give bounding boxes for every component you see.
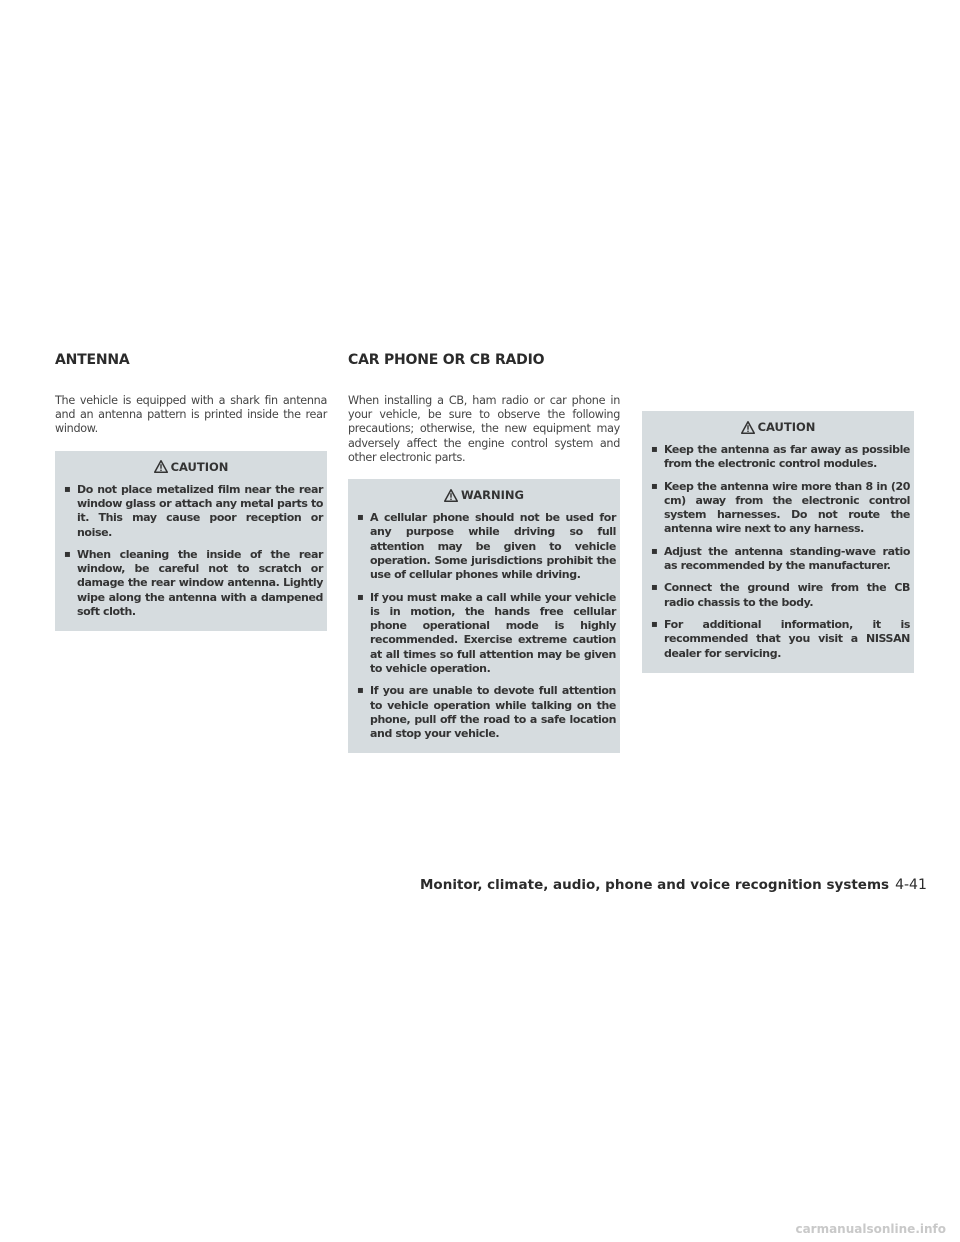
- caution-item: ▪ Do not place metalized film near the rear window glass or attach any metal parts to it. This may cause poor reception or noise.: [59, 483, 323, 540]
- footer-section-title: Monitor, climate, audio, phone and voice recognition systems: [420, 877, 890, 893]
- watermark: carmanualsonline.info: [795, 1222, 946, 1236]
- antenna-heading: ANTENNA: [55, 352, 130, 368]
- caution-item: ▪ For additional information, it is recommended that you visit a NISSAN dealer for servicing.: [646, 618, 910, 661]
- antenna-section: [55, 352, 327, 631]
- car-phone-caution-list: [646, 443, 910, 661]
- antenna-intro: The vehicle is equipped with a shark fin antenna and an antenna pattern is printed inside the rear window.: [55, 394, 327, 436]
- warning-title-label: WARNING: [461, 488, 524, 503]
- page-footer: [420, 877, 927, 893]
- warning-item: ▪ A cellular phone should not be used for any purpose while driving so full attention may be given to vehicle operation. Some jurisdictions prohibit the use of cellular phones while driving.: [352, 511, 616, 582]
- car-phone-caution-column: [642, 407, 914, 673]
- car-phone-warning-list: [352, 511, 616, 741]
- warning-triangle-icon: [154, 460, 168, 473]
- warning-item: ▪ If you must make a call while your vehicle is in motion, the hands free cellular phone operational mode is highly recommended. Exercise extreme caution at all times so full attention may be given to vehicle operation.: [352, 591, 616, 677]
- car-phone-intro: When installing a CB, ham radio or car phone in your vehicle, be sure to observe the following precautions; otherwise, the new equipment may adversely affect the engine control system and other electronic parts.: [348, 394, 620, 464]
- caution-item: ▪ Connect the ground wire from the CB radio chassis to the body.: [646, 581, 910, 610]
- caution-item: ▪ Keep the antenna wire more than 8 in (20 cm) away from the electronic control system harnesses. Do not route the antenna wire next to any harness.: [646, 480, 910, 537]
- antenna-caution-list: [59, 483, 323, 620]
- caution-title: [646, 417, 910, 443]
- page-number: 4-41: [895, 877, 927, 893]
- caution-item: ▪ Adjust the antenna standing-wave ratio as recommended by the manufacturer.: [646, 545, 910, 574]
- caution-title: [59, 457, 323, 483]
- warning-item: ▪ If you are unable to devote full attention to vehicle operation while talking on the phone, pull off the road to a safe location and stop your vehicle.: [352, 684, 616, 741]
- caution-title-label: CAUTION: [170, 459, 229, 474]
- car-phone-warning-box: [348, 479, 620, 753]
- warning-triangle-icon: [444, 489, 458, 502]
- antenna-caution-box: [55, 451, 327, 632]
- car-phone-section: [348, 352, 620, 753]
- warning-title: [352, 485, 616, 511]
- caution-title-label: CAUTION: [757, 420, 816, 434]
- car-phone-caution-box: [642, 411, 914, 673]
- caution-item: ▪ Keep the antenna as far away as possible from the electronic control modules.: [646, 443, 910, 472]
- warning-triangle-icon: [741, 421, 755, 434]
- car-phone-heading: CAR PHONE OR CB RADIO: [348, 352, 545, 368]
- caution-item: ▪ When cleaning the inside of the rear window, be careful not to scratch or damage the rear window antenna. Lightly wipe along the antenna with a dampened soft cloth.: [59, 548, 323, 619]
